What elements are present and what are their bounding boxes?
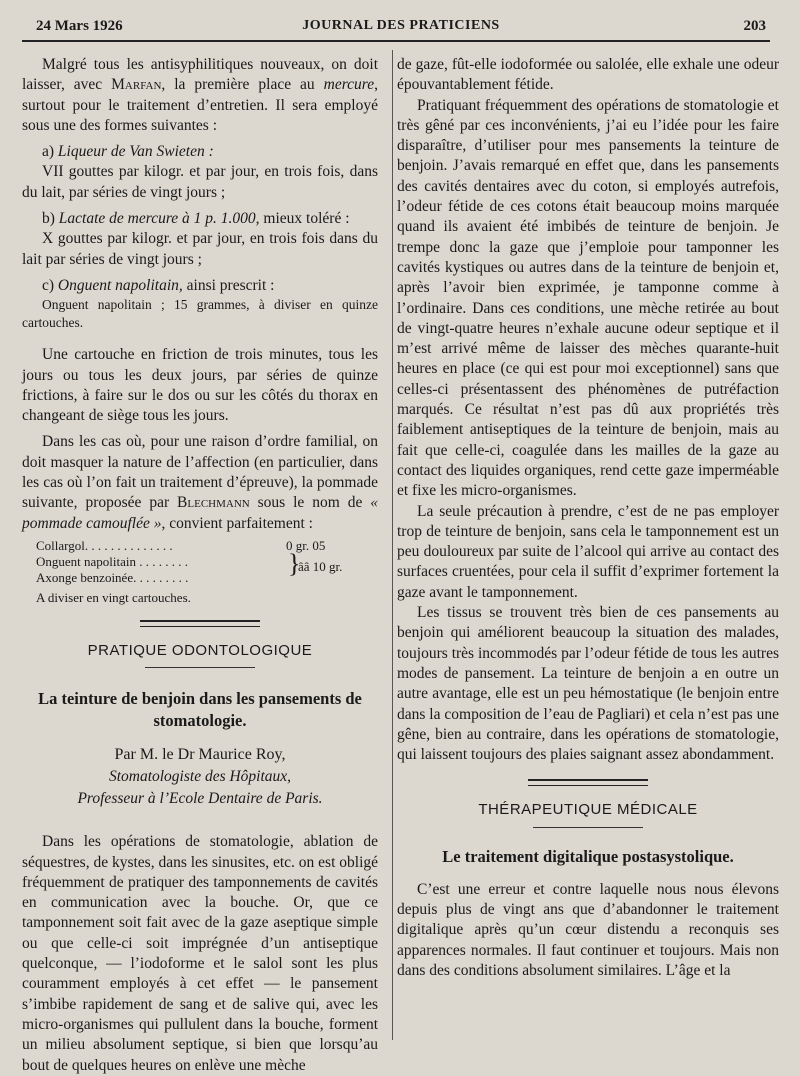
benjoin-paragraph: Pratiquant fréquemment des opérations de stomatologie et très gêné par ces inconvénients, j’ai eu l’idée pour les faire disparaître, d’utiliser pour mes pansements la teinture de benjoin. J’avais remarqué en effet que, dans les pansements des cavités dentaires avec du coton, si employés autrefois, l’odeur fétide de ces cotons était beaucoup moins marquée quand ils avaient été imbibés de teinture de benjoin. Je trempe donc la gaze que j’emploie pour tamponner les cavités kystiques ou autres dans de la teinture de benjoin et, après l’avoir bien exprimée, je tamponne comme à l’ordinaire. Dans ces conditions, une mèche retirée au bout de vingt-quatre heures n’exhale aucune odeur septique et il m’est arrivé même de laisser des mèches quarante-huit heures en place (ce qui est pour moi exceptionnel) sans que celles-ci présentassent des phénomènes de putréfaction marqués. Ce résultat n’est pas dû aux propriétés très faiblement antiseptiques de la teinture de benjoin, mais au fait que celle-ci, coagulée dans les mailles de la gaze au contact des liquides organiques, rend cette gaze imperméable et fixe les micro-organismes. (397, 96, 779, 500)
intro-paragraph (22, 55, 378, 136)
author-blechmann: Blechmann (177, 494, 250, 512)
column-divider (392, 50, 393, 1040)
item-c-text: Onguent napolitain ; 15 grammes, à diviser en quinze cartouches. (22, 297, 378, 330)
tissues-paragraph: Les tissus se trouvent très bien de ces pansements au benjoin qui améliorent beaucoup la situation des malades, toujours très incommodés par l’odeur fétide de tous les autres modes de pansement. La teinture de benjoin a en outre un autre avantage, elle est un peu hémostatique (le benjoin entre dans la composition de l’eau de Pagliari) et cela n’est pas une gêne, bien au contraire, dans les opérations de stomatologie, qui laissent toujours des plaies saignant assez abondamment. (397, 604, 779, 764)
header-date: 24 Mars 1926 (36, 18, 123, 34)
article-body: C’est une erreur et contre laquelle nous nous élevons depuis plus de vingt ans que d’abandonner le traitement digitalique après qu’un cœur distendu a reconquis ses apparences normales. Il faut continuer et toujours. Mais non dans des conditions absolument similaires. L’âge et la (397, 880, 779, 979)
item-a-text: VII gouttes par kilogr. et par jour, en trois fois, dans du lait, par séries de vingt jours ; (22, 163, 378, 201)
article-title: Le traitement digitalique postasystolique. (442, 846, 734, 866)
prescription-formula (36, 538, 378, 606)
author-marfan: Marfan (111, 76, 162, 94)
formula-ingredient: Collargol. . . . . . . . . . . . . . (36, 537, 173, 553)
item-a-name: Liqueur de Van Swieten : (57, 143, 214, 161)
right-column (397, 55, 779, 981)
section-separator (528, 779, 648, 786)
formula-ingredient: Axonge benzoinée. . . . . . . . . (36, 569, 189, 585)
page-number: 203 (743, 18, 766, 34)
running-header (36, 18, 766, 38)
section-underline (145, 667, 255, 668)
camouflage-text-3: , convient parfaitement : (161, 514, 313, 532)
camouflage-text-1: Dans les cas où, pour une raison d’ordre familial, on doit masquer la nature de l’affection (en particulier, dans les cas où l’on fait un traitement d’épreuve), la pommade suivante, proposée par (22, 433, 378, 512)
intro-text-2: , la première place au (161, 76, 324, 94)
item-b-name: Lactate de mercure à 1 p. 1.000, (58, 210, 260, 228)
journal-title: JOURNAL DES PRATICIENS (302, 18, 500, 33)
item-c-label: c) (42, 276, 58, 294)
item-b-heading (22, 209, 378, 229)
continued-paragraph: de gaze, fût-elle iodoformée ou salolée, elle exhale une odeur épouvantablement fétide. (397, 56, 779, 94)
intro-text-1: Malgré tous les antisyphilitiques nouveaux, on doit laisser, avec (22, 56, 378, 94)
article-title: La teinture de benjoin dans les pansements de stomatologie. (38, 689, 362, 731)
header-rule (22, 40, 770, 42)
intro-text-3: , surtout pour le traitement d’entretien. Il sera employé sous une des formes suivantes : (22, 76, 378, 134)
brace-glyph: } (288, 548, 301, 578)
article-author: Par M. le Dr Maurice Roy, (114, 746, 286, 764)
author-role: Professeur à l’Ecole Dentaire de Paris. (77, 790, 323, 808)
formula-quantity: 0 gr. 05 (286, 537, 326, 553)
friction-paragraph: Une cartouche en friction de trois minutes, tous les jours ou tous les deux jours, par séries de quinze frictions, à faire sur le dos ou sur les côtés du thorax en changeant de siège tous les jours. (22, 346, 378, 425)
formula-note: A diviser en vingt cartouches. (36, 589, 191, 605)
item-b-rest: mieux toléré : (259, 210, 350, 228)
left-column (22, 55, 378, 1076)
camouflage-text-2: sous le nom de (249, 494, 371, 512)
formula-row (36, 538, 378, 554)
item-b-label: b) (42, 210, 59, 228)
item-b-text: X gouttes par kilogr. et par jour, en trois fois dans du lait par séries de vingt jours ; (22, 230, 378, 268)
mercure-term: mercure (323, 76, 375, 94)
item-a-heading (22, 142, 378, 162)
section-heading: PRATIQUE ODONTOLOGIQUE (87, 641, 313, 659)
section-heading: THÉRAPEUTIQUE MÉDICALE (478, 801, 698, 819)
pommade-name: « pommade camouflée » (22, 494, 379, 532)
author-role: Stomatologiste des Hôpitaux, (108, 768, 292, 786)
article-body: Dans les opérations de stomatologie, ablation de séquestres, de kystes, dans les sinusites, etc. on est obligé fréquemment de pratiquer des tamponnements de cavités en communication avec la bouche. Or, que ce tamponnement soit fait avec de la gaze aseptique simple ou que celle-ci soit imprégnée d’un antiseptique quelconque, — l’iodoforme et le salol sont les plus couramment employés à cet effet — le pansement s’imbibe rapidement de sang et de salive qui, avec les micro-organismes qui pullulent dans la bouche, forment un milieu absolument septique, si bien que lorsqu’au bout de quelques heures on enlève une mèche (22, 833, 379, 1074)
formula-ingredient: Onguent napolitain . . . . . . . . (36, 553, 189, 569)
precaution-paragraph: La seule précaution à prendre, c’est de ne pas employer trop de teinture de benjoin, sans cela le tamponnement est un peu douloureux par suite de l’alcool qui arrive au contact des surfaces cruentées, pour cela il suffit d’exprimer fortement la gaze avant le tamponnement. (397, 502, 779, 601)
item-c-heading (22, 276, 378, 296)
item-c-rest: ainsi prescrit : (182, 276, 275, 294)
camouflage-paragraph (22, 432, 378, 533)
formula-aa-quantity: ââ 10 gr. (298, 558, 343, 574)
section-underline (533, 827, 643, 828)
section-separator (140, 620, 260, 627)
item-c-name: Onguent napolitain, (57, 276, 183, 294)
item-a-label: a) (42, 143, 58, 161)
